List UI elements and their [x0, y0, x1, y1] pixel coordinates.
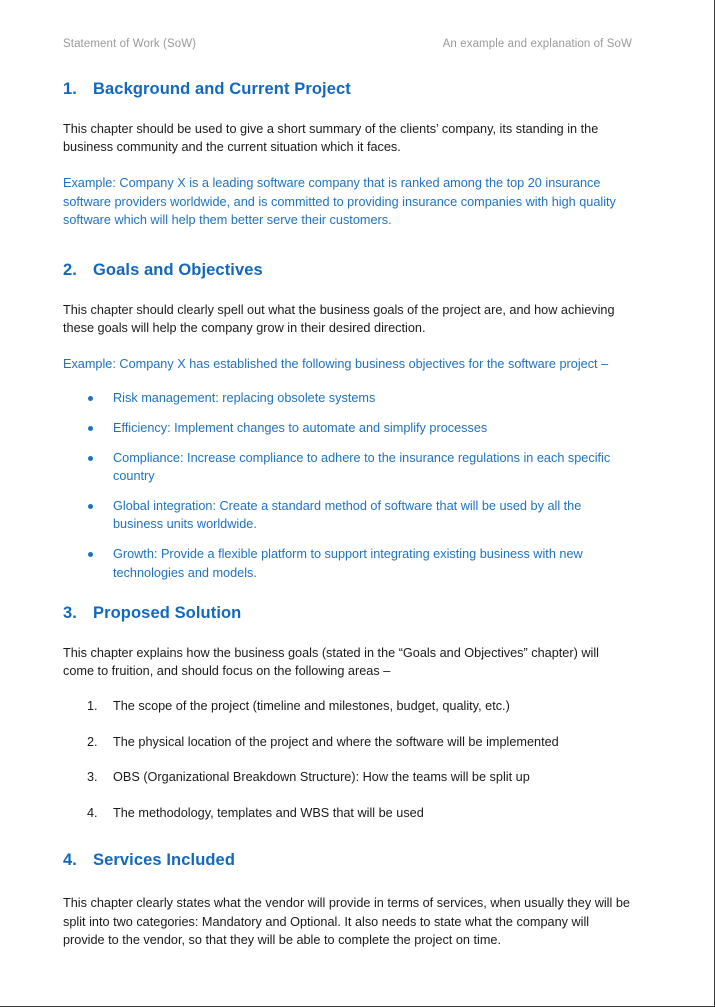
spacer [63, 373, 632, 389]
section-2-body: This chapter should clearly spell out what the business goals of the project are, and how achieving these goals will help the company grow in their desired direction. [63, 302, 615, 336]
list-item-text: The scope of the project (timeline and milestones, budget, quality, etc.) [113, 699, 510, 714]
section-heading-4 [63, 851, 632, 871]
list-item [63, 697, 632, 716]
spacer [63, 100, 632, 120]
section-number-1: 1. [63, 80, 77, 98]
list-item [63, 733, 632, 752]
document-body [63, 80, 632, 950]
running-header [63, 38, 632, 50]
proposed-solution-numbered-list [63, 697, 632, 822]
spacer [63, 681, 632, 697]
section-number-4: 4. [63, 851, 77, 870]
list-item [63, 768, 632, 787]
list-item-text: The physical location of the project and where the software will be implemented [113, 734, 559, 749]
objectives-bullet-list [63, 389, 632, 582]
list-item-marker: 2. [87, 734, 98, 749]
section-1-example: Example: Company X is a leading software company that is ranked among the top 20 insurance software providers worldwide, and is committed to providing insurance companies with high quality software which will help them better serve their customers. [63, 175, 616, 228]
section-number-3: 3. [63, 604, 77, 623]
spacer [63, 230, 632, 261]
spacer [63, 871, 632, 894]
list-item-text: Global integration: Create a standard method of software that will be used by all the business units worldwide. [113, 498, 582, 532]
spacer [63, 157, 632, 174]
section-title-3: Proposed Solution [93, 604, 242, 623]
list-item-text: Growth: Provide a flexible platform to support integrating existing business with new technologies and models. [113, 546, 583, 580]
list-item [63, 389, 632, 408]
spacer [63, 338, 632, 355]
header-left-text: Statement of Work (SoW) [63, 38, 197, 50]
list-item [63, 804, 632, 823]
list-item-marker: 3. [87, 770, 98, 785]
list-item-text: Compliance: Increase compliance to adhere to the insurance regulations in each specific country [113, 450, 611, 484]
bullet-icon [88, 426, 93, 431]
bullet-icon [88, 396, 93, 401]
list-item-text: Efficiency: Implement changes to automate and simplify processes [113, 420, 488, 435]
section-title-4: Services Included [93, 851, 236, 870]
spacer [63, 582, 632, 604]
header-right-text: An example and explanation of SoW [442, 38, 632, 50]
section-2-example: Example: Company X has established the following business objectives for the software project – [63, 356, 609, 371]
section-4-body: This chapter clearly states what the vendor will provide in terms of services, when usually they will be split into two categories: Mandatory and Optional. It also needs to state what the company will provide to the vendor, so that they will be able to complete the project on time. [63, 896, 630, 948]
section-heading-3 [63, 604, 632, 624]
list-item [63, 497, 632, 534]
list-item [63, 449, 632, 486]
list-item-marker: 4. [87, 805, 98, 820]
bullet-icon [88, 456, 93, 461]
section-3-body: This chapter explains how the business goals (stated in the “Goals and Objectives” chapter) will come to fruition, and should focus on the following areas – [63, 645, 599, 679]
spacer [63, 624, 632, 644]
bullet-icon [88, 552, 93, 557]
list-item [63, 545, 632, 582]
spacer [63, 281, 632, 301]
bullet-icon [88, 504, 93, 509]
section-heading-1 [63, 80, 632, 100]
section-1-body: This chapter should be used to give a short summary of the clients’ company, its standing in the business community and the current situation which it faces. [63, 121, 599, 155]
section-heading-2 [63, 261, 632, 281]
list-item-text: Risk management: replacing obsolete systems [113, 391, 376, 406]
list-item [63, 419, 632, 438]
list-item-text: The methodology, templates and WBS that will be used [113, 805, 424, 820]
section-title-2: Goals and Objectives [93, 260, 263, 279]
list-item-text: OBS (Organizational Breakdown Structure): How the teams will be split up [113, 770, 530, 785]
spacer [63, 822, 632, 851]
list-item-marker: 1. [87, 699, 98, 714]
section-title-1: Background and Current Project [93, 80, 351, 98]
section-number-2: 2. [63, 260, 77, 279]
